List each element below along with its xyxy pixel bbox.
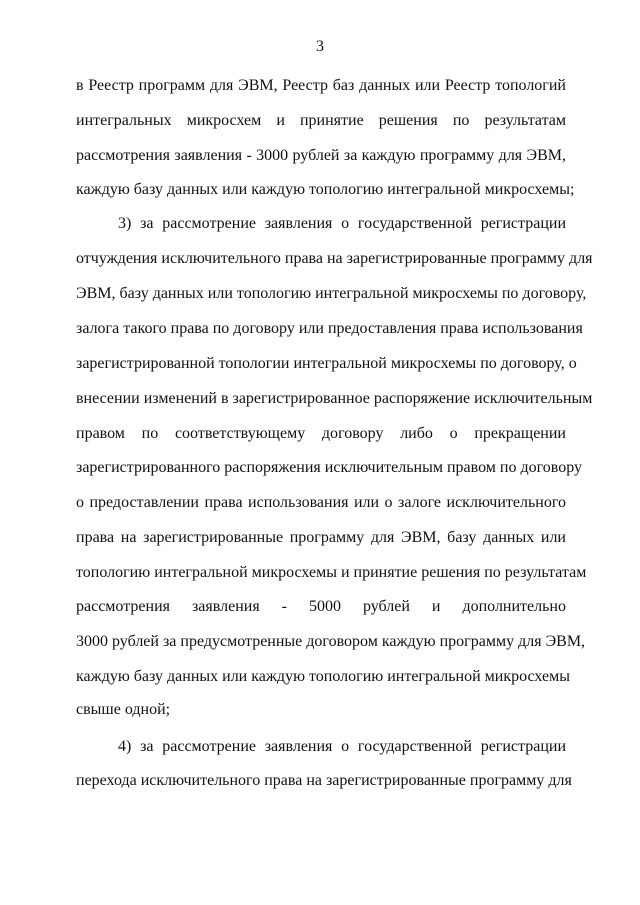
page-number: 3 [316, 38, 324, 55]
text-line-2: интегральных микросхем и принятие решения по результатам [76, 112, 566, 129]
text-line-16: рассмотрения заявления - 5000 рублей и дополнительно [76, 598, 566, 615]
text-line-17: 3000 рублей за предусмотренные договором каждую программу для ЭВМ, [76, 633, 586, 650]
text-line-15: топологию интегральной микросхемы и принятие решения по результатам [76, 564, 587, 581]
text-line-20: 4) за рассмотрение заявления о государственной регистрации [118, 738, 566, 755]
text-line-1: в Реестр программ для ЭВМ, Реестр баз данных или Реестр топологий [76, 77, 566, 94]
text-line-3: рассмотрения заявления - 3000 рублей за каждую программу для ЭВМ, [76, 147, 566, 164]
text-line-8: залога такого права по договору или предоставления права использования [76, 320, 583, 337]
text-line-21: перехода исключительного права на зарегистрированные программу для [76, 772, 572, 789]
text-line-5: 3) за рассмотрение заявления о государственной регистрации [118, 215, 566, 232]
text-line-7: ЭВМ, базу данных или топологию интегральной микросхемы по договору, [76, 285, 587, 302]
text-line-11: правом по соответствующему договору либо о прекращении [76, 425, 566, 442]
text-line-19: свыше одной; [76, 701, 171, 718]
text-line-14: права на зарегистрированные программу для ЭВМ, базу данных или [76, 529, 566, 546]
text-line-10: внесении изменений в зарегистрированное распоряжение исключительным [76, 390, 593, 407]
text-line-9: зарегистрированной топологии интегральной микросхемы по договору, о [76, 355, 577, 372]
text-line-4: каждую базу данных или каждую топологию интегральной микросхемы; [76, 181, 575, 198]
text-line-18: каждую базу данных или каждую топологию интегральной микросхемы [76, 668, 570, 685]
text-line-6: отчуждения исключительного права на зарегистрированные программу для [76, 250, 593, 267]
text-line-12: зарегистрированного распоряжения исключительным правом по договору [76, 459, 583, 476]
text-line-13: о предоставлении права использования или о залоге исключительного [76, 494, 566, 511]
